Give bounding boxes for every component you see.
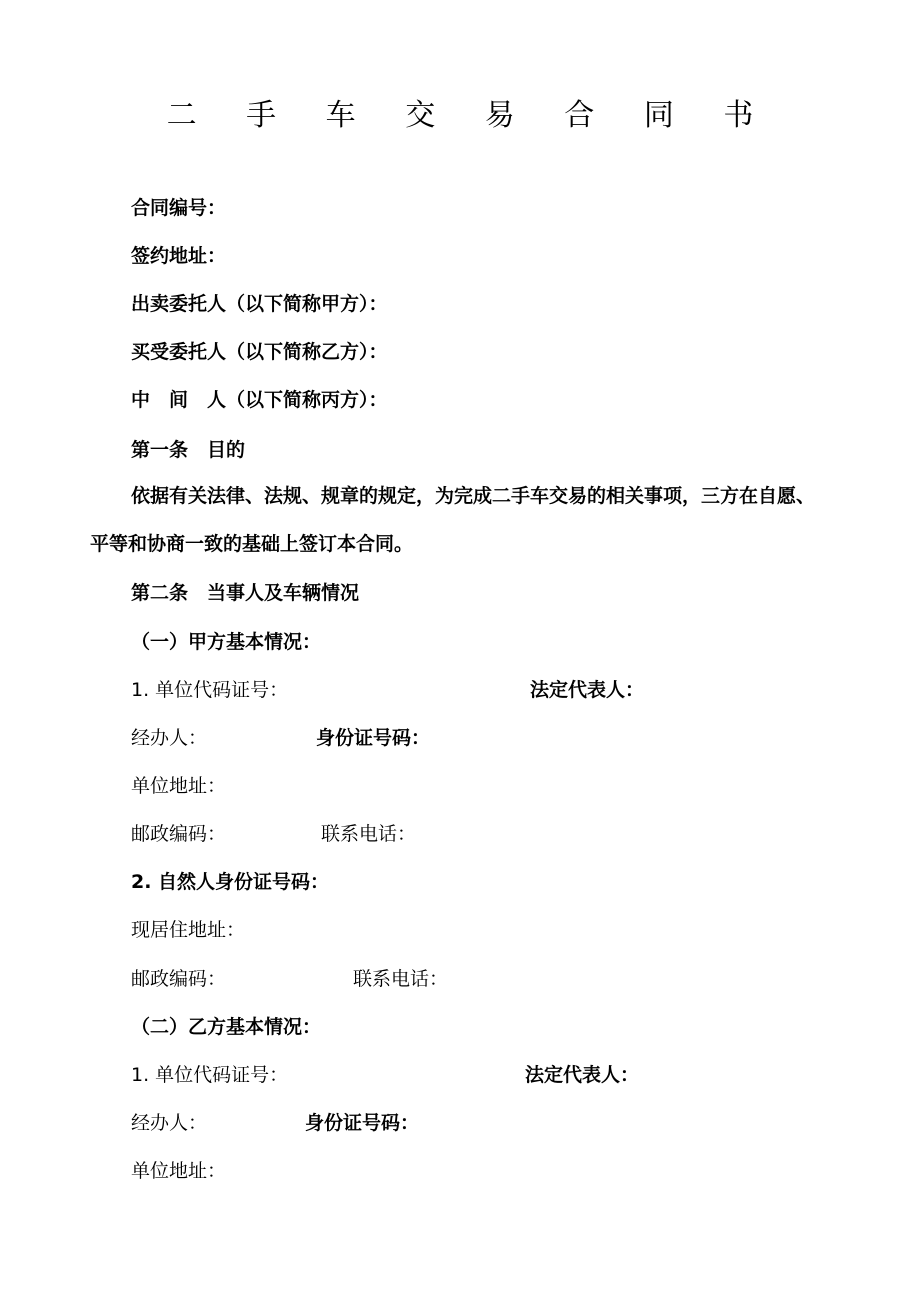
middleman-field: 中 间 人（以下简称丙方）： [131, 389, 388, 411]
sign-place-field: 签约地址： [131, 245, 227, 267]
article1-text: 依据有关法律、法规、规章的规定，为完成二手车交易的相关事项，三方在自愿、平等和协商一致的基础上签订本合同。 [90, 485, 816, 555]
party-a-residence: 现居住地址： [131, 919, 246, 941]
party-a-postcode-2: 邮政编码： [131, 968, 227, 990]
party-a-agent: 经办人： [131, 727, 208, 749]
party-b-legal-rep: 法定代表人： [525, 1064, 640, 1086]
article1-heading: 第一条 目的 [131, 439, 246, 461]
party-b-heading: （二）乙方基本情况： [131, 1016, 322, 1038]
contract-number-field: 合同编号： [131, 197, 227, 219]
party-b-agent: 经办人： [131, 1112, 208, 1134]
party-a-postcode: 邮政编码： [131, 823, 227, 845]
party-a-org-code: 1. 单位代码证号： [131, 679, 289, 701]
party-a-person-id: 2. 自然人身份证号码： [131, 871, 330, 893]
party-b-org-code: 1. 单位代码证号： [131, 1064, 289, 1086]
party-b-id-no: 身份证号码： [305, 1112, 420, 1134]
party-a-phone-2: 联系电话： [353, 968, 449, 990]
seller-field: 出卖委托人（以下简称甲方）： [131, 293, 388, 315]
party-a-address: 单位地址： [131, 775, 227, 797]
article2-heading: 第二条 当事人及车辆情况 [131, 582, 360, 604]
party-a-phone: 联系电话： [321, 823, 417, 845]
buyer-field: 买受委托人（以下简称乙方）： [131, 341, 388, 363]
document-title: 二 手 车 交 易 合 同 书 [166, 98, 774, 133]
party-a-heading: （一）甲方基本情况： [131, 631, 322, 653]
party-b-address: 单位地址： [131, 1160, 227, 1182]
party-a-legal-rep: 法定代表人： [530, 679, 645, 701]
party-a-id-no: 身份证号码： [316, 727, 431, 749]
